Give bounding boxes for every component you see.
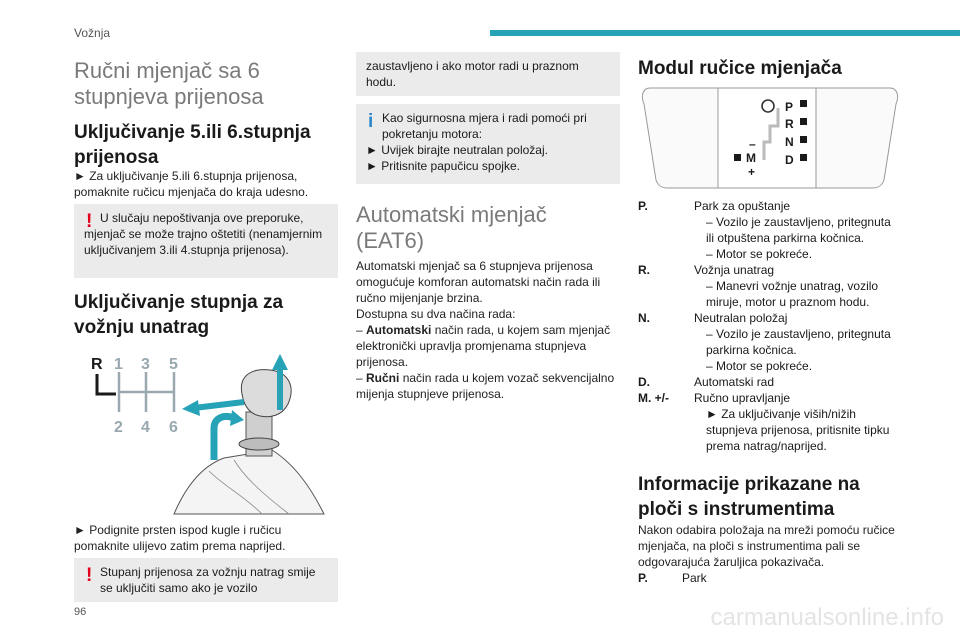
watermark: carmanualsonline.info [710, 604, 944, 631]
warning-icon: ! [86, 565, 93, 586]
reverse-text: ► Podignite prsten ispod kugle i ručicu pomaknite ulijevo zatim prema naprijed. [74, 523, 286, 553]
def-key: N. [638, 311, 650, 325]
def-row-N [638, 310, 902, 374]
gate-label-4: 4 [141, 419, 150, 436]
def-line: ► Za uključivanje viših/nižih stupnjeva prijenosa, pritisnite tipku prema natrag/naprijed. [706, 407, 890, 453]
gate-label-6: 6 [169, 419, 178, 436]
def-row-D [638, 374, 902, 390]
def-key: M. +/- [638, 391, 670, 405]
info-box-safety [356, 104, 620, 184]
def-row-P [638, 198, 902, 262]
warning-box-continued [356, 52, 620, 96]
gear-5-6-text: ► Za uključivanje 5.ili 6.stupnja prijenosa, pomaknite ručicu mjenjača do kraja udesno. [74, 169, 309, 199]
warning-box-gear [74, 204, 338, 278]
info-icon: i [368, 111, 374, 132]
heading-instrument-info: Informacije prikazane na ploči s instrumentima [638, 474, 860, 520]
selector-P: P [785, 100, 794, 114]
info-line-3: ► Pritisnite papučicu spojke. [366, 159, 520, 173]
gate-label-R: R [91, 356, 103, 373]
heading-reverse: Uključivanje stupnja za vožnju unatrag [74, 292, 284, 338]
indicator-D [800, 154, 807, 161]
header-accent-bar [490, 30, 960, 36]
warning-text-gear: U slučaju nepoštivanja ove preporuke, mjenjač se može trajno oštetiti (nenamjernim uključivanjem 3.ili 4.stupnja prijenosa). [84, 211, 323, 257]
indicator-N [800, 136, 807, 143]
def-line: – Vozilo je zaustavljeno, pritegnuta parkirna kočnica. [706, 327, 891, 357]
def-key: P. [638, 199, 648, 213]
reverse-gear-illustration [74, 346, 338, 516]
def-key: R. [638, 263, 650, 277]
warning-text-continued: zaustavljeno i ako motor radi u praznom hodu. [366, 59, 579, 89]
indicator-M [734, 154, 741, 161]
info-line-1: Kao sigurnosna mjera i radi pomoći pri pokretanju motora: [382, 111, 587, 141]
def-line: Park za opuštanje [694, 199, 791, 213]
instrument-info-defs [638, 570, 902, 586]
auto-text-p1: Automatski mjenjač sa 6 stupnjeva prijenosa omogućuje komforan automatski način rada ili ručno mijenjanje brzina. [356, 259, 601, 305]
section-title-manual: Ručni mjenjač sa 6 stupnjeva prijenosa [74, 58, 264, 109]
info-line-2: ► Uvijek birajte neutralan položaj. [366, 143, 548, 157]
selector-minus: – [749, 137, 756, 151]
gate-label-3: 3 [141, 356, 150, 373]
def-line: Ručno upravljanje [694, 391, 791, 405]
def-line: – Manevri vožnje unatrag, vozilo miruje, motor u praznom hodu. [706, 279, 879, 309]
instrument-info-text: Nakon odabira položaja na mreži pomoću ručice mjenjača, na ploči s instrumentima pali se odgovarajuća žaruljica pokazivača. [638, 523, 895, 569]
def-key: P. [638, 571, 648, 585]
def-line: – Vozilo je zaustavljeno, pritegnuta ili otpuštena parkirna kočnica. [706, 215, 891, 245]
def-row-R [638, 262, 902, 310]
def-line: – Motor se pokreće. [706, 247, 813, 261]
indicator-P [800, 100, 807, 107]
automatic-description [356, 258, 620, 402]
warning-text-reverse: Stupanj prijenosa za vožnju natrag smije se uključiti samo ako je vozilo [100, 565, 316, 595]
selector-M: M [746, 151, 756, 165]
selector-D: D [785, 153, 794, 167]
auto-mode-item: – Automatski način rada, u kojem sam mjenjač elektronički upravlja promjenama stupnjeva prijenosa. [356, 323, 611, 369]
manual-mode-label: Ručni [366, 371, 400, 385]
page-number: 96 [74, 606, 87, 618]
indicator-R [800, 118, 807, 125]
heading-selector-module: Modul ručice mjenjača [638, 58, 842, 79]
def-line: Neutralan položaj [694, 311, 788, 325]
section-title-automatic: Automatski mjenjač (EAT6) [356, 202, 547, 253]
selector-definitions [638, 198, 902, 454]
gear-selector-illustration [638, 84, 902, 192]
running-header: Vožnja [74, 26, 111, 40]
warning-box-reverse [74, 558, 338, 602]
auto-mode-label: Automatski [366, 323, 432, 337]
heading-gear-5-6: Uključivanje 5.ili 6.stupnja prijenosa [74, 122, 311, 168]
gate-label-2: 2 [114, 419, 123, 436]
def-key: D. [638, 375, 650, 389]
selector-R: R [785, 117, 794, 131]
gate-label-1: 1 [114, 356, 123, 373]
selector-N: N [785, 135, 794, 149]
auto-text-p2: Dostupna su dva načina rada: [356, 307, 516, 321]
manual-mode-item: – Ručni način rada u kojem vozač sekvencijalno mijenja stupnjeve prijenosa. [356, 371, 615, 401]
def-line: Vožnja unatrag [694, 263, 775, 277]
selector-plus: + [748, 165, 756, 179]
warning-icon: ! [86, 211, 93, 232]
def-line: – Motor se pokreće. [706, 359, 813, 373]
def-row-M [638, 390, 902, 454]
manual-mode-text: način rada u kojem vozač sekvencijalno mijenja stupnjeve prijenosa. [356, 371, 615, 401]
auto-mode-text: način rada, u kojem sam mjenjač elektronički upravlja promjenama stupnjeva prijenosa. [356, 323, 611, 369]
def-line: Park [682, 571, 707, 585]
def-line: Automatski rad [694, 375, 775, 389]
def-row-park [638, 570, 902, 586]
gate-label-5: 5 [169, 356, 178, 373]
